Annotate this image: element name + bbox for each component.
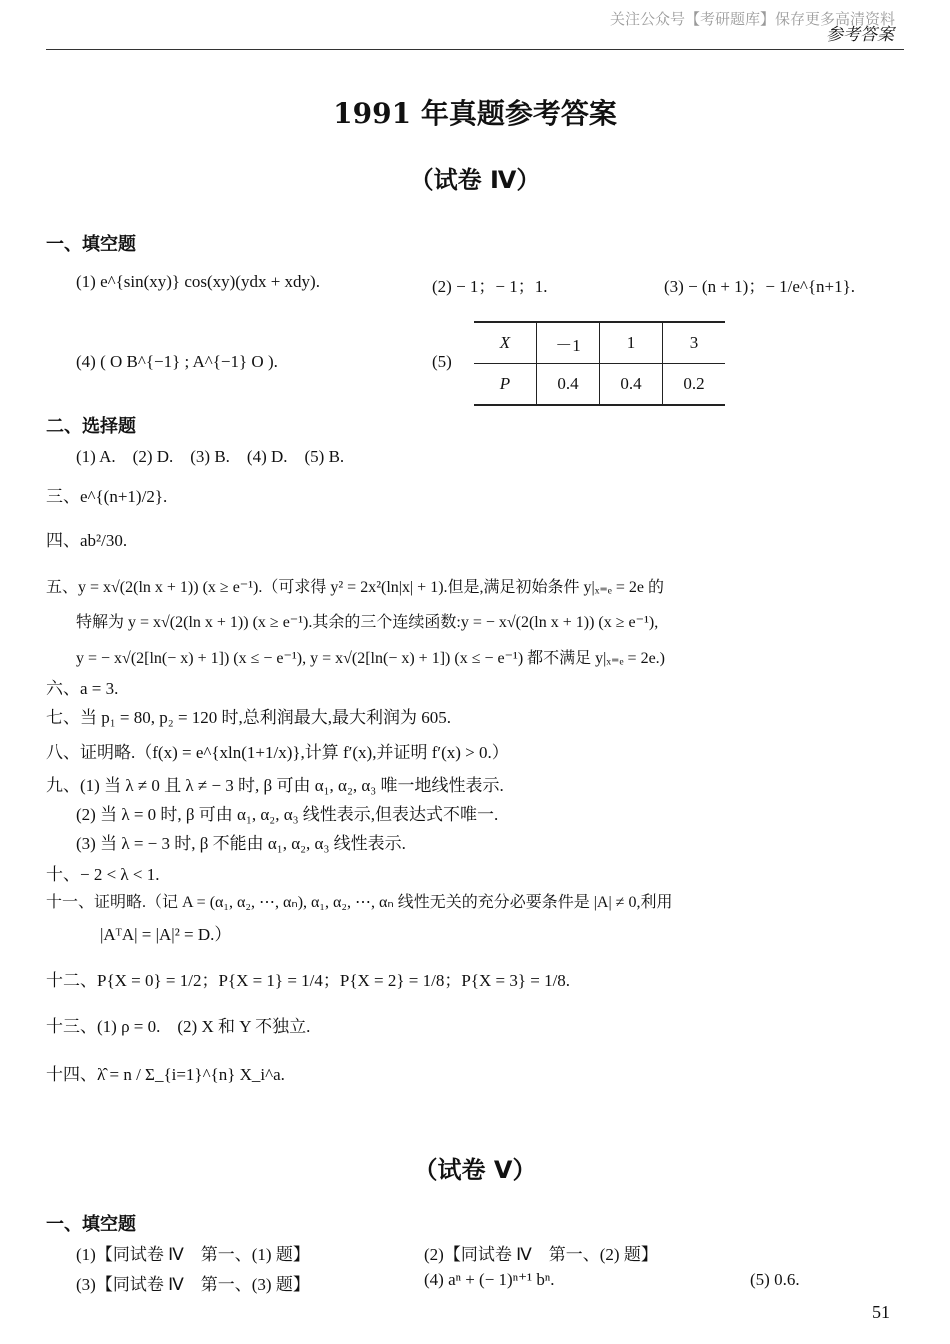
paper4-subtitle: （试卷 Ⅳ）	[409, 166, 541, 194]
paper5-subtitle: （试卷 Ⅴ）	[413, 1156, 537, 1184]
table-cell: 0.2	[663, 364, 726, 406]
p4-fill-item4: (4) ( O B^{−1} ; A^{−1} O ).	[76, 352, 278, 371]
p5-fill-item3: (3)【同试卷 Ⅳ 第一、(3) 题】	[76, 1275, 310, 1294]
page-number: 51	[872, 1302, 890, 1322]
table-cell: 0.4	[600, 364, 663, 406]
p4-sec14: 十四、λ̂ = n / Σ_{i=1}^{n} X_i^a.	[46, 1065, 285, 1084]
p4-sec6: 六、a = 3.	[46, 679, 119, 698]
p4-fill-item5-label: (5)	[432, 352, 452, 371]
table-row	[474, 364, 725, 406]
paper5-sec1-heading: 一、填空题	[46, 1214, 136, 1235]
table-cell: P	[474, 364, 537, 406]
paper4-sec1-heading: 一、填空题	[46, 234, 136, 255]
p5-fill-item5: (5) 0.6.	[750, 1270, 800, 1289]
p4-sec4: 四、ab²/30.	[46, 531, 128, 550]
p4-sec9-line1: 九、(1) 当 λ ≠ 0 且 λ ≠ − 3 时, β 可由 α₁, α₂, α₃ 唯一地线性表示.	[46, 776, 504, 795]
table-cell: 1	[600, 322, 663, 364]
watermark: 关注公众号【考研题库】保存更多高清资料	[610, 10, 896, 28]
p4-sec12: 十二、P{X = 0} = 1/2；P{X = 1} = 1/4；P{X = 2} = 1/8；P{X = 3} = 1/8.	[46, 971, 571, 990]
p4-sec10: 十、− 2 < λ < 1.	[46, 865, 160, 884]
p4-choice-answers: (1) A. (2) D. (3) B. (4) D. (5) B.	[76, 447, 345, 466]
p5-fill-item1: (1)【同试卷 Ⅳ 第一、(1) 题】	[76, 1245, 310, 1264]
table-row	[474, 322, 725, 364]
page-title: 1991 年真题参考答案	[333, 97, 617, 130]
p4-sec3: 三、e^{(n+1)/2}.	[46, 487, 168, 506]
p4-sec7: 七、当 p₁ = 80, p₂ = 120 时,总利润最大,最大利润为 605.	[46, 708, 452, 727]
p4-fill-item1: (1) e^{sin(xy)} cos(xy)(ydx + xdy).	[76, 272, 320, 291]
p5-fill-item2: (2)【同试卷 Ⅳ 第一、(2) 题】	[424, 1245, 658, 1264]
p4-sec5-line1: 五、y = x√(2(ln x + 1)) (x ≥ e⁻¹).（可求得 y² = 2x²(ln|x| + 1).但是,满足初始条件 y|ₓ₌ₑ = 2e 的	[46, 579, 665, 596]
table-cell: X	[474, 322, 537, 364]
p5-fill-item4: (4) aⁿ + (− 1)ⁿ⁺¹ bⁿ.	[424, 1270, 555, 1289]
header-rule	[46, 49, 904, 50]
p4-sec5-line2: 特解为 y = x√(2(ln x + 1)) (x ≥ e⁻¹).其余的三个连续函数:y = − x√(2(ln x + 1)) (x ≥ e⁻¹),	[76, 614, 659, 631]
p4-fill-item2: (2) − 1；− 1；1.	[432, 277, 548, 296]
p4-sec11-line2: |AᵀA| = |A|² = D.）	[100, 925, 232, 944]
table-cell: －1	[537, 322, 600, 364]
p4-sec8: 八、证明略.（f(x) = e^{xln(1+1/x)},计算 f′(x),并证明 f′(x) > 0.）	[46, 743, 509, 762]
p4-sec9-line3: (3) 当 λ = − 3 时, β 不能由 α₁, α₂, α₃ 线性表示.	[76, 834, 406, 853]
running-head: 参考答案	[826, 25, 894, 45]
p4-sec11-line1: 十一、证明略.（记 A = (α₁, α₂, ⋯, αₙ), α₁, α₂, ⋯, αₙ 线性无关的充分必要条件是 |A| ≠ 0,利用	[46, 894, 673, 911]
distribution-table	[474, 321, 725, 406]
p4-sec5-line3: y = − x√(2[ln(− x) + 1]) (x ≤ − e⁻¹), y = x√(2[ln(− x) + 1]) (x ≤ − e⁻¹) 都不满足 y|ₓ₌ₑ = 2e.)	[76, 650, 666, 667]
p4-sec13: 十三、(1) ρ = 0. (2) X 和 Y 不独立.	[46, 1017, 311, 1036]
table-cell: 0.4	[537, 364, 600, 406]
p4-fill-item3: (3) − (n + 1)；− 1/e^{n+1}.	[664, 277, 856, 296]
p4-sec9-line2: (2) 当 λ = 0 时, β 可由 α₁, α₂, α₃ 线性表示,但表达式不唯一.	[76, 805, 499, 824]
paper4-sec2-heading: 二、选择题	[46, 416, 136, 437]
table-cell: 3	[663, 322, 726, 364]
